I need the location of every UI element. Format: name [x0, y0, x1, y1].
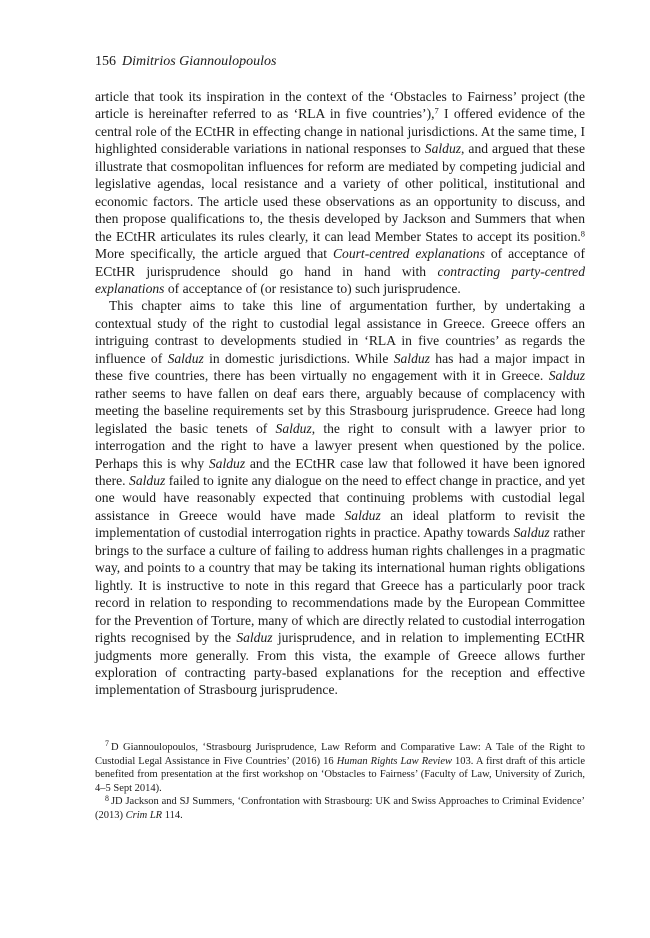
text-run: This chapter aims to take this line of argumentation further, by undertaking a contextual study of the right to custodial legal assistance in Greece. Greece offers an intriguing contrast to developments studied in ‘RLA in five countries’ as regards the influence of [95, 298, 585, 366]
italic-text: Salduz [167, 350, 204, 366]
italic-text: Salduz [548, 368, 585, 384]
italic-text: Salduz [393, 350, 430, 366]
italic-text: Salduz [208, 455, 246, 471]
italic-text: contracting party-centred explanations [95, 263, 585, 296]
text-run: , and argued that these illustrate that cosmopolitan influences for reform are mediated by competing judicial and legislative agendas, local resistance and a variety of other political, institutional and economic factors. The article used these observations as an opportunity to discuss, and then propose qualifications to, the thesis developed by Jackson and Summers that when the ECtHR articulates its rules clearly, it can lead Member States to accept its position. [95, 141, 585, 244]
text-run: JD Jackson and SJ Summers, ‘Confrontation with Strasbourg: UK and Swiss Approaches to Criminal Evidence’ (2013) [95, 796, 585, 821]
text-run: of acceptance of ECtHR jurisprudence should go hand in hand with [95, 246, 585, 279]
paragraph [95, 88, 585, 297]
text-run: 103. A first draft of this article benefited from presentation at the first workshop on ‘Obstacles to Fairness’ (Faculty of Law, University of Zurich, 4–5 Sept 2014). [95, 755, 585, 794]
text-run: in domestic jurisdictions. While [203, 350, 394, 366]
italic-text: Salduz [344, 507, 381, 523]
text-run: of acceptance of (or resistance to) such jurisprudence. [164, 280, 461, 296]
text-run: 114. [162, 809, 183, 821]
italic-text: Human Rights Law Review [336, 755, 453, 767]
footnote-marker: 7 [105, 739, 109, 749]
text-run: has had a major impact in these five countries, there has been virtually no engagement with it in Greece. [95, 350, 585, 384]
text-run: an ideal platform to revisit the implementation of custodial interrogation rights in practice. Apathy towards [95, 507, 585, 541]
text-run: rather brings to the surface a culture of failing to address human rights challenges in a pragmatic way, and points to a country that may be taking its international human rights obligations lightly. It is instructive to note in this regard that Greece has a particularly poor track record in relation to responding to recommendations made by the European Committee for the Prevention of Torture, many of which are directly related to custodial interrogation rights recognised by the [95, 525, 585, 646]
footnote-marker: 8 [105, 793, 109, 803]
italic-text: Court-centred explanations [332, 246, 485, 262]
italic-text: Salduz [236, 630, 273, 646]
italic-text: Salduz [275, 420, 312, 436]
paragraph [95, 297, 585, 698]
text-run: rather seems to have fallen on deaf ears there, arguably because of complacency with meeting the baseline requirements set by this Strasbourg jurisprudence. Greece had long legislated the basic tenets of [95, 385, 585, 436]
italic-text: Crim LR [125, 809, 163, 821]
running-header-author: Dimitrios Giannoulopoulos [122, 54, 277, 69]
text-run: , the right to consult with a lawyer prior to interrogation and the right to have a lawyer present when questioned by the police. Perhaps this is why [95, 420, 586, 471]
footnote-marker: 7 [434, 105, 439, 116]
italic-text: Salduz [424, 141, 462, 157]
text-run: More specifically, the article argued that [95, 246, 333, 262]
italic-text: Salduz [513, 525, 550, 541]
italic-text: Salduz [129, 472, 166, 488]
text-run: D Giannoulopoulos, ‘Strasbourg Jurisprudence, Law Reform and Comparative Law: A Tale of the Right to Custodial Legal Assistance in Five Countries’ (2016) 16 [95, 742, 585, 767]
text-run: and the ECtHR case law that followed it have been ignored there. [95, 455, 585, 488]
text-run: jurisprudence, and in relation to implementing ECtHR judgments more generally. From this vista, the example of Greece allows further exploration of contracting party-based explanations for the reception and effective implementation of Strasbourg jurisprudence. [95, 630, 585, 698]
running-header [95, 53, 276, 71]
footnotes [95, 741, 585, 823]
body-text [95, 88, 585, 699]
page-number: 156 [95, 54, 116, 69]
text-run: article that took its inspiration in the context of the ‘Obstacles to Fairness’ project (the article is hereinafter referred to as ‘RLA in five countries’), [95, 89, 585, 122]
text-run: I offered evidence of the central role of the ECtHR in effecting change in national jurisdictions. At the same time, I highlighted considerable variations in national responses to [95, 106, 586, 157]
text-run: failed to ignite any dialogue on the need to effect change in practice, and yet one would have reasonably expected that continuing problems with custodial legal assistance in Greece would have made [95, 472, 585, 523]
footnote-marker: 8 [580, 228, 585, 238]
footnote [95, 741, 585, 795]
footnote [95, 795, 585, 822]
